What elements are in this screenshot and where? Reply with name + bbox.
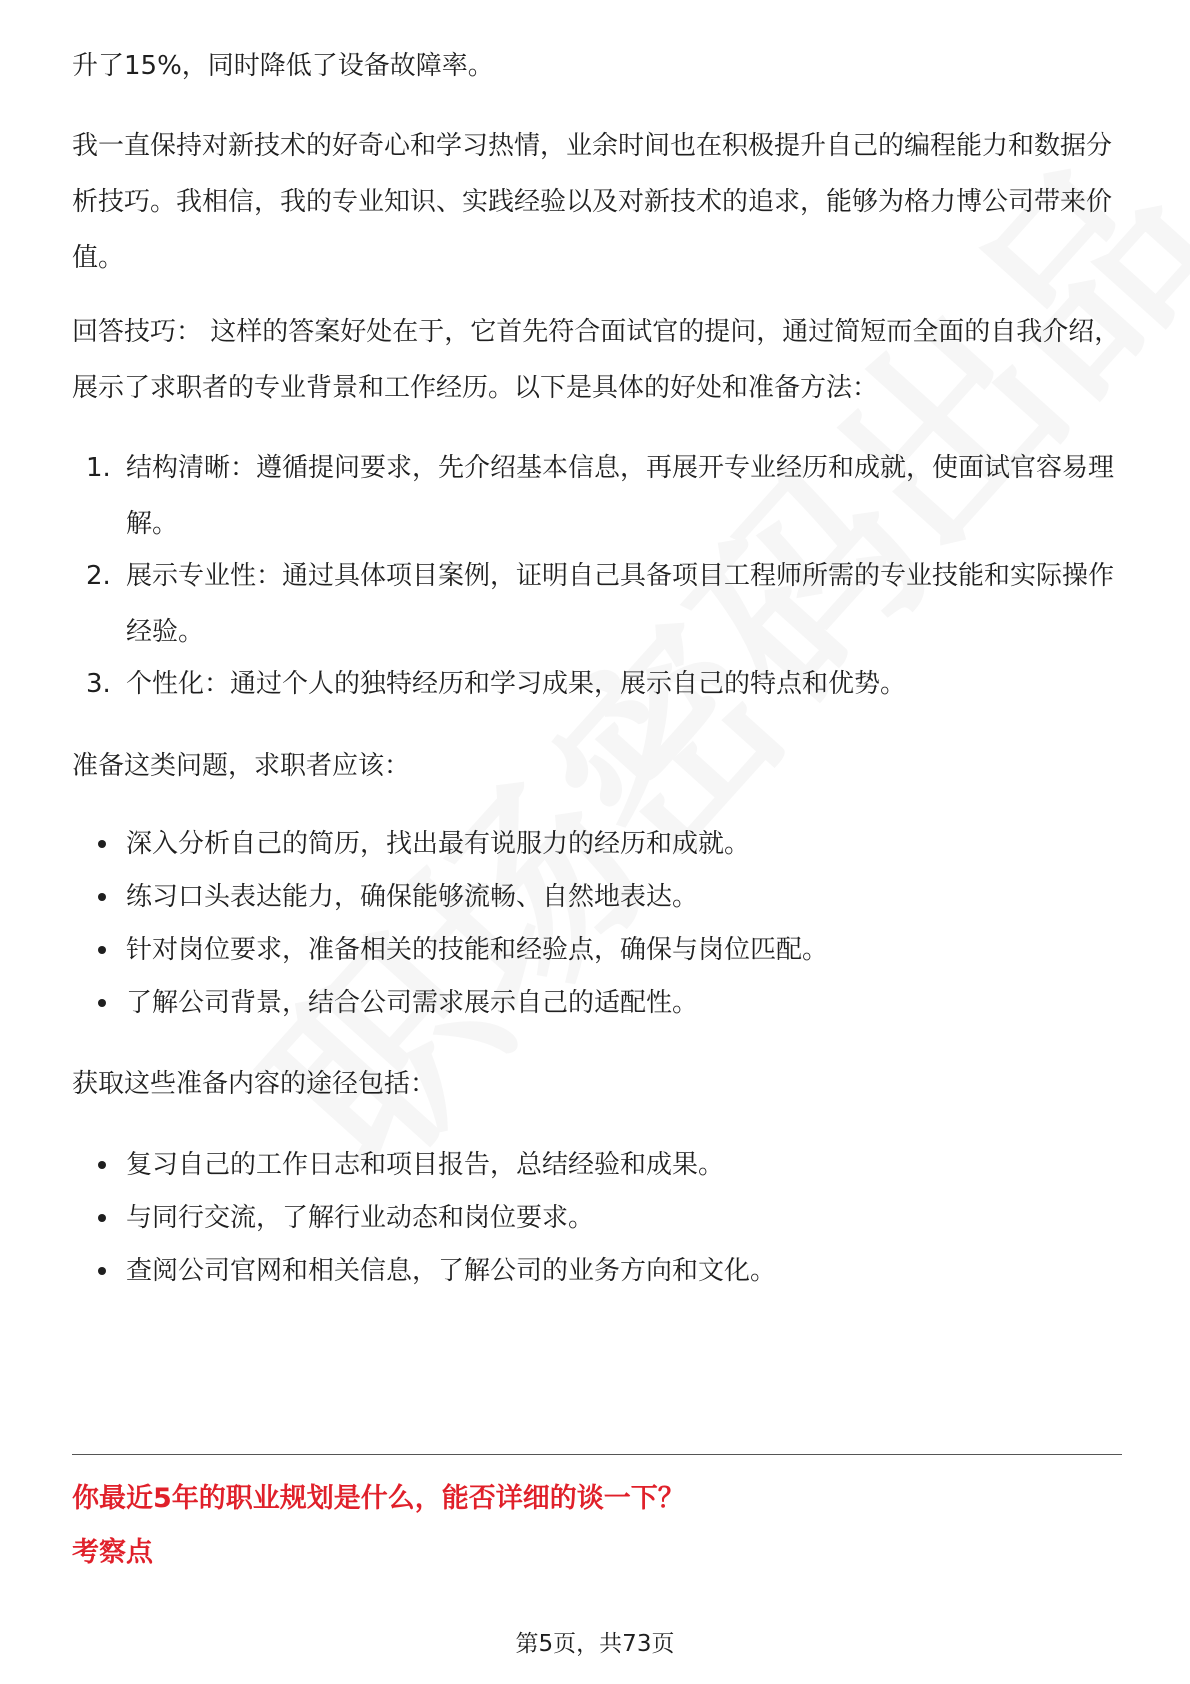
self-intro-paragraph: 我一直保持对新技术的好奇心和学习热情，业余时间也在积极提升自己的编程能力和数据分析技巧。我相信，我的专业知识、实践经验以及对新技术的追求，能够为格力博公司带来价值。 (72, 131, 1113, 273)
list-item-text: 结构清晰：遵循提问要求，先介绍基本信息，再展开专业经历和成就，使面试官容易理解。 (126, 453, 1115, 539)
bullet-icon (98, 1214, 106, 1222)
list-item (72, 656, 1122, 712)
list-number: 2. (86, 561, 111, 591)
list-item (72, 440, 1122, 552)
question-subtitle: 考察点 (72, 1537, 153, 1568)
list-item-text: 了解公司背景，结合公司需求展示自己的适配性。 (126, 988, 699, 1018)
bullet-icon (98, 946, 106, 954)
list-item-text: 深入分析自己的简历，找出最有说服力的经历和成就。 (126, 829, 751, 859)
list-item (72, 1190, 1122, 1246)
list-number: 3. (86, 669, 111, 699)
intro-line: 升了15%，同时降低了设备故障率。 (72, 51, 494, 81)
page-number: 第5页，共73页 (515, 1631, 675, 1657)
bullet-icon (98, 893, 106, 901)
answer-tips-paragraph: 回答技巧： 这样的答案好处在于，它首先符合面试官的提问，通过简短而全面的自我介绍，展示了求职者的专业背景和工作经历。以下是具体的好处和准备方法： (72, 317, 1121, 403)
list-item-text: 与同行交流，了解行业动态和岗位要求。 (126, 1203, 595, 1233)
list-item (72, 548, 1122, 660)
list-item-text: 针对岗位要求，准备相关的技能和经验点，确保与岗位匹配。 (126, 935, 829, 965)
list-number: 1. (86, 453, 111, 483)
list-item-text: 复习自己的工作日志和项目报告，总结经验和成果。 (126, 1150, 725, 1180)
list-item (72, 816, 1122, 872)
list-item (72, 1137, 1122, 1193)
list-item (72, 869, 1122, 925)
list-item-text: 练习口头表达能力，确保能够流畅、自然地表达。 (126, 882, 699, 912)
prep-heading: 准备这类问题，求职者应该： (72, 751, 411, 781)
sources-heading: 获取这些准备内容的途径包括： (72, 1069, 437, 1099)
bullet-icon (98, 1267, 106, 1275)
question-title: 你最近5年的职业规划是什么，能否详细的谈一下？ (72, 1483, 685, 1514)
list-item (72, 1243, 1122, 1299)
list-item-text: 展示专业性：通过具体项目案例，证明自己具备项目工程师所需的专业技能和实际操作经验。 (126, 561, 1115, 647)
document-page (72, 0, 1122, 1684)
list-item (72, 922, 1122, 978)
list-item-text: 个性化：通过个人的独特经历和学习成果，展示自己的特点和优势。 (126, 669, 907, 699)
list-item-text: 查阅公司官网和相关信息，了解公司的业务方向和文化。 (126, 1256, 777, 1286)
list-item (72, 975, 1122, 1031)
bullet-icon (98, 999, 106, 1007)
bullet-icon (98, 840, 106, 848)
section-divider (72, 1454, 1122, 1455)
bullet-icon (98, 1161, 106, 1169)
